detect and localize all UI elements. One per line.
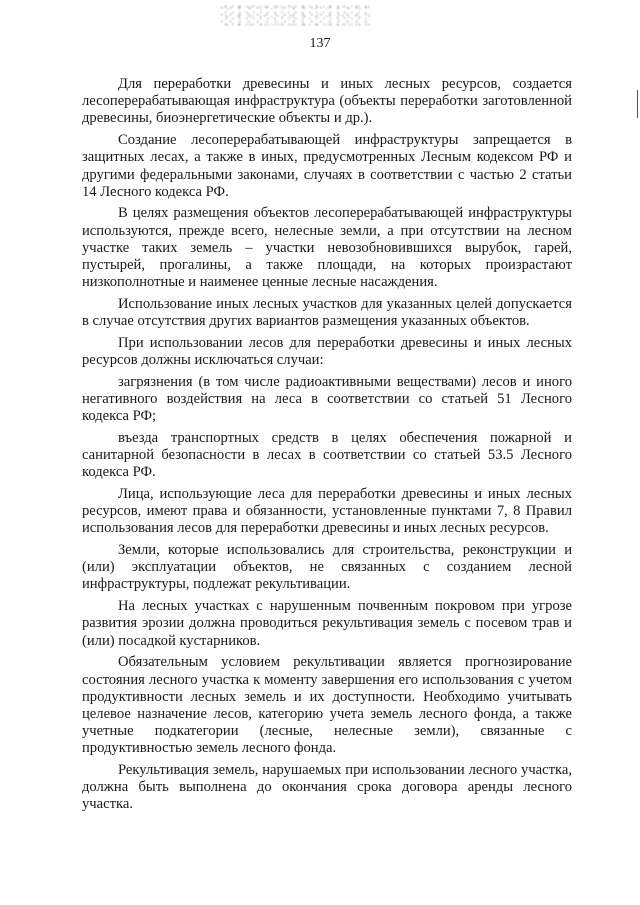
paragraph: Для переработки древесины и иных лесных ресурсов, создается лесоперерабатывающая инфраструктура (объекты переработки заготовленной древесины, биоэнергетические объекты и др.).	[82, 76, 572, 127]
paragraph: Создание лесоперерабатывающей инфраструктуры запрещается в защитных лесах, а также в иных, предусмотренных Лесным кодексом РФ и другими федеральными законами, случаях в соответствии с частью 2 статьи 14 Лесного кодекса РФ.	[82, 132, 572, 200]
paragraph: Земли, которые использовались для строительства, реконструкции и (или) эксплуатации объектов, не связанных с созданием лесной инфраструктуры, подлежат рекультивации.	[82, 542, 572, 593]
document-body	[82, 76, 572, 818]
paragraph: Обязательным условием рекультивации является прогнозирование состояния лесного участка к моменту завершения его использования с учетом продуктивности лесных земель и их доступности. Необходимо учитывать целевое назначение лесов, категорию учета земель лесного фонда, а также учетные подкатегории (лесные, нелесные земли), связанные с продуктивностью земель лесного фонда.	[82, 654, 572, 757]
scan-edge-mark	[637, 90, 638, 118]
list-item: въезда транспортных средств в целях обеспечения пожарной и санитарной безопасности в лесах в соответствии со статьей 53.5 Лесного кодекса РФ.	[82, 429, 572, 481]
page-number: 137	[309, 36, 331, 51]
paragraph: На лесных участках с нарушенным почвенным покровом при угрозе развития эрозии должна проводиться рекультивация земель с посевом трав и (или) посадкой кустарников.	[82, 598, 572, 649]
paragraph: При использовании лесов для переработки древесины и иных лесных ресурсов должны исключаться случаи:	[82, 334, 572, 369]
scan-artifact	[220, 4, 370, 26]
paragraph: Лица, использующие леса для переработки древесины и иных лесных ресурсов, имеют права и обязанности, установленные пунктами 7, 8 Правил использования лесов для переработки древесины и иных лесных ресурсов.	[82, 485, 572, 537]
list-item: загрязнения (в том числе радиоактивными веществами) лесов и иного негативного воздействия на леса в соответствии со статьей 51 Лесного кодекса РФ;	[82, 373, 572, 425]
paragraph: Использование иных лесных участков для указанных целей допускается в случае отсутствия других вариантов размещения указанных объектов.	[82, 295, 572, 330]
paragraph: Рекультивация земель, нарушаемых при использовании лесного участка, должна быть выполнена до окончания срока договора аренды лесного участка.	[82, 762, 572, 813]
paragraph: В целях размещения объектов лесоперерабатывающей инфраструктуры используются, прежде всего, нелесные земли, а при отсутствии на лесном участке таких земель – участки невозобновившихся вырубок, гарей, пустырей, прогалины, а также площади, на которых произрастают низкополнотные и наименее ценные лесные насаждения.	[82, 205, 572, 291]
